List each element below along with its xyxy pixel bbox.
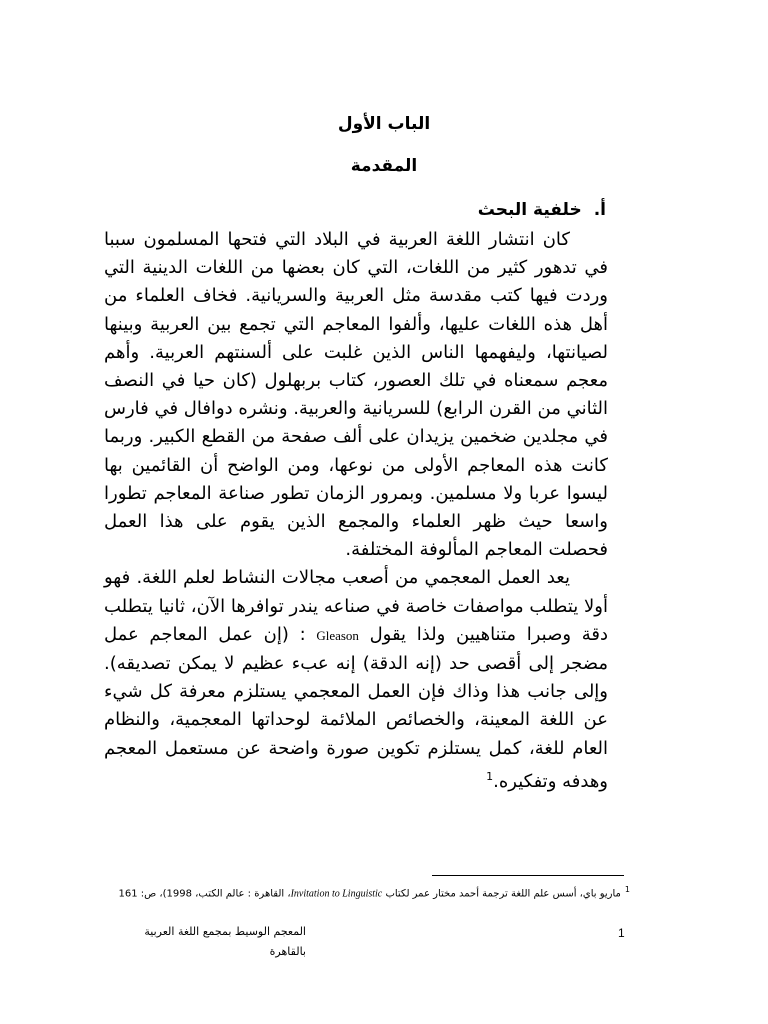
footer-line-2: بالقاهرة xyxy=(269,945,306,958)
paragraph-2-part-1: يعد العمل المعجمي من أصعب مجالات النشاط لعلم اللغة. فهو أولا يتطلب مواصفات خاصة في صناعه يندر توافرها الآن، ثانيا يتطلب دقة وصبرا متناهيين ولذا يقول xyxy=(104,567,608,645)
footer-line-1: المعجم الوسيط بمجمع اللغة العربية xyxy=(144,925,306,938)
footnote-divider xyxy=(432,875,624,876)
introduction-title: المقدمة xyxy=(350,156,418,176)
latin-name: Gleason xyxy=(316,627,359,643)
page-footer xyxy=(106,922,306,962)
paragraph-2 xyxy=(104,564,608,796)
section-title: خلفية البحث xyxy=(477,200,582,220)
page-number: 1 xyxy=(618,926,625,940)
paragraph-2-part-2: : (إن عمل المعاجم عمل مضجر إلى أقصى حد (إنه الدقة) إنه عبء عظيم لا يمكن تصديقه). وإلى جانب هذا وذاك فإن العمل المعجمي يستلزم معرفة كل شيء عن اللغة المعينة، والخصائص الملائمة لوحداتها المعجمية، والنظام العام للغة، كمل يستلزم تكوين صورة واضحة عن مستعمل المعجم وهدفه وتفكيره. xyxy=(104,623,608,792)
chapter-title: الباب الأول xyxy=(337,114,431,134)
paragraph-1: كان انتشار اللغة العربية في البلاد التي فتحها المسلمون سببا في تدهور كثير من اللغات، التي كان بعضها من اللغات الدينية التي وردت فيها كتب مقدسة مثل العربية والسريانية. فخاف العلماء من أهل هذه اللغات عليها، وألفوا المعاجم التي تجمع بين العربية وبينها لصيانتها، وليفهمها الناس الذين غلبت على ألسنتهم العربية. وأهم معجم سمعناه في تلك العصور، كتاب بربهلول (كان حيا في النصف الثاني من القرن الرابع) للسريانية والعربية. ونشره دوافال في فارس في مجلدين ضخمين يزيدان على ألف صفحة من القطع الكبير. وربما كانت هذه المعاجم الأولى من نوعها، ومن الواضح أن القائمين بها ليسوا عربا ولا مسلمين. وبمرور الزمان تطور صناعة المعاجم تطورا واسعا حيث ظهر العلماء والمجمع الذين يقوم على هذا العمل فحصلت المعاجم المألوفة المختلفة. xyxy=(103,229,608,561)
footnote-part-1: ماريو باي، أسس علم اللغة ترجمة أحمد مختار عمر لكتاب xyxy=(385,888,621,900)
section-marker: أ. xyxy=(593,200,606,220)
footnote xyxy=(100,880,630,903)
footnote-part-2: ، القاهرة : عالم الكتب، 1998)، ص: 161 xyxy=(118,888,291,900)
section-heading xyxy=(478,200,606,220)
body-text xyxy=(104,226,608,796)
footnote-book-title: Invitation to Linguistic xyxy=(290,888,383,900)
footnote-number: 1 xyxy=(624,885,630,894)
footnote-reference[interactable]: 1 xyxy=(486,769,494,783)
